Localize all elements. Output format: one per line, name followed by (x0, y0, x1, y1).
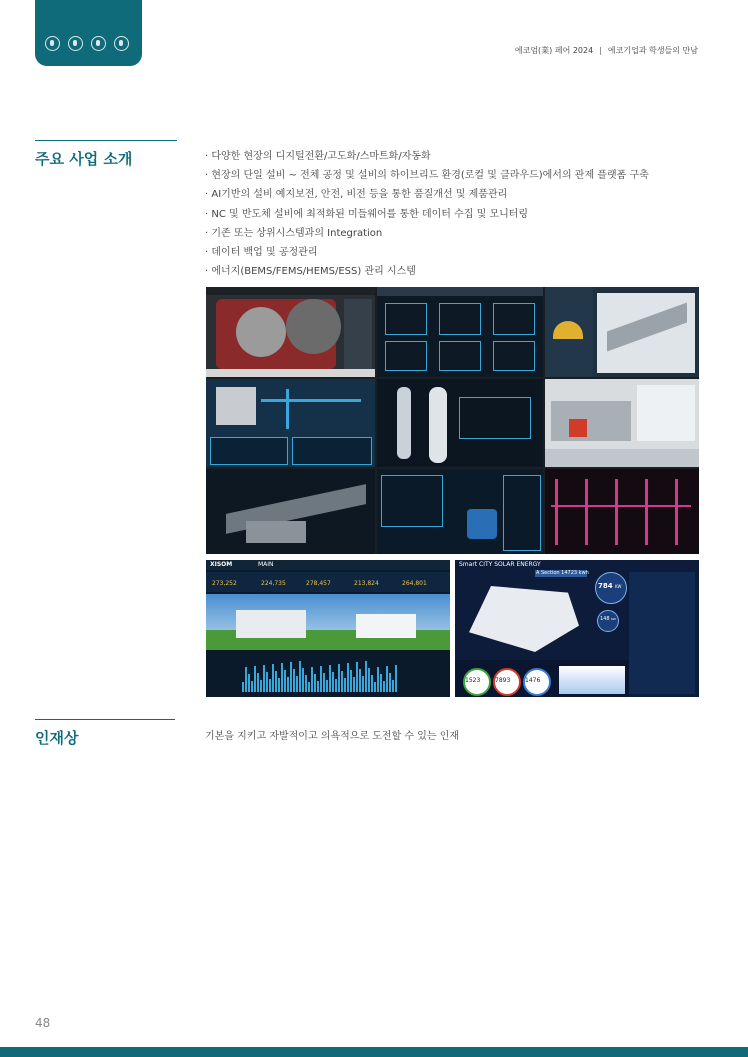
dashboard-bar (281, 663, 283, 692)
event-subtitle: 에코기업과 학생들의 만남 (607, 46, 698, 55)
dashboard-bar (395, 665, 397, 692)
dashboard-bar (380, 674, 382, 692)
leaf-hand-icon (68, 36, 83, 51)
dashboard-bar (311, 667, 313, 692)
dashboard-bar (275, 671, 277, 692)
dashboard-bar (344, 678, 346, 692)
business-item: · 에너지(BEMS/FEMS/HEMS/ESS) 관리 시스템 (205, 266, 416, 278)
dashboard-bar (290, 662, 292, 692)
page-number: 48 (35, 1016, 51, 1030)
solar-title: Smart CITY SOLAR ENERGY (459, 561, 541, 568)
dashboard-bar (242, 682, 244, 692)
business-list (205, 147, 715, 281)
dashboard-bar (284, 670, 286, 692)
screen-machine-3d (206, 287, 375, 377)
dashboard-bar (254, 666, 256, 692)
screen-power-diagram (545, 469, 699, 554)
dashboard-bar (341, 671, 343, 692)
dashboard-bar (353, 677, 355, 692)
dashboard-bar (308, 682, 310, 692)
dashboard-bar (329, 665, 331, 692)
dashboard-bar (383, 681, 385, 692)
dashboard-bar (323, 673, 325, 692)
dashboard-bar (356, 662, 358, 692)
dashboard-bar (263, 665, 265, 692)
business-item: · 현장의 단일 설비 ~ 전체 공정 및 설비의 하이브리드 환경(로컬 및 클라우드)에서의 관제 플랫폼 구축 (205, 170, 649, 182)
screen-xisom-dashboard (206, 560, 450, 697)
dashboard-bar (359, 669, 361, 692)
dashboard-bar (350, 670, 352, 692)
solar-counter: 7893 (495, 677, 511, 684)
dashboard-bar (302, 668, 304, 692)
dashboard-bar (326, 680, 328, 692)
solar-power-unit: KW (615, 584, 622, 589)
header-tab (35, 0, 142, 66)
dashboard-bar (335, 679, 337, 692)
running-header (515, 45, 698, 56)
solar-counter: 1476 (525, 677, 541, 684)
business-item: · 데이터 백업 및 공정관리 (205, 247, 318, 259)
dashboard-bar (362, 676, 364, 692)
dashboard-bar (260, 680, 262, 692)
dashboard-bar (368, 668, 370, 692)
dashboard-bar (287, 677, 289, 692)
xisom-value: 264,801 (402, 580, 427, 587)
xisom-bar-area (242, 660, 402, 692)
screen-line-3d (545, 287, 699, 377)
footer-bar (0, 1047, 748, 1057)
dashboard-bar (266, 672, 268, 692)
dashboard-bar (320, 666, 322, 692)
water-drop-icon (91, 36, 106, 51)
dashboard-bar (272, 664, 274, 692)
dashboard-bar (377, 667, 379, 692)
dashboard-bar (251, 681, 253, 692)
screen-conveyor (206, 469, 375, 554)
dashboard-bar (269, 679, 271, 692)
header-icon-row (45, 36, 129, 51)
dashboard-bar (293, 669, 295, 692)
screen-solar-energy (455, 560, 699, 697)
dashboard-bar (296, 676, 298, 692)
dashboard-bar (392, 680, 394, 692)
xisom-value: 213,824 (354, 580, 379, 587)
dashboard-bar (386, 666, 388, 692)
solar-small-unit: KW (611, 617, 616, 621)
dashboard-bar (374, 682, 376, 692)
screen-factory-overview (545, 379, 699, 467)
solar-power-value: 784 (598, 582, 613, 590)
event-name: 에코엄(業) 페어 2024 (514, 46, 594, 55)
business-item: · NC 및 반도체 설비에 최적화된 미들웨어를 통한 데이터 수집 및 모니터링 (205, 208, 529, 220)
header-separator: | (599, 46, 602, 55)
dashboard-bar (305, 675, 307, 692)
dashboard-bar (299, 661, 301, 692)
solar-small-value: 148 (600, 616, 610, 622)
section-title-talent: 인재상 (35, 729, 79, 747)
xisom-value: 278,457 (306, 580, 331, 587)
screen-pipe-system (206, 379, 375, 467)
dashboard-bar (338, 664, 340, 692)
section-title-business: 주요 사업 소개 (35, 150, 133, 168)
business-item: · AI기반의 설비 예지보전, 안전, 비전 등을 통한 품질개선 및 제품관리 (205, 189, 508, 201)
dashboard-bar (347, 663, 349, 692)
dashboard-bar (257, 673, 259, 692)
monitoring-screens-collage (206, 287, 699, 554)
section-rule-talent (35, 719, 175, 720)
talent-description: 기본을 지키고 자발적이고 의욕적으로 도전할 수 있는 인재 (205, 731, 460, 742)
solar-section: A Section 14723 kwh (536, 570, 589, 576)
section-rule-business (35, 140, 177, 141)
business-item: · 다양한 현장의 디지털전환/고도화/스마트화/자동화 (205, 151, 431, 162)
xisom-logo: XISOM (210, 561, 233, 568)
dashboard-bar (248, 674, 250, 692)
solar-counter: 1523 (465, 677, 481, 684)
xisom-value: 224,735 (261, 580, 286, 587)
chemistry-icon (45, 36, 60, 51)
dashboard-bar (314, 674, 316, 692)
dashboard-bar (389, 673, 391, 692)
screen-reactor (377, 379, 543, 467)
dashboard-bar (365, 661, 367, 692)
dashboard-bar (317, 681, 319, 692)
business-item: · 기존 또는 상위시스템과의 Integration (205, 227, 383, 239)
dashboard-bar (245, 667, 247, 692)
dashboard-bar (278, 678, 280, 692)
dashboard-bar (371, 675, 373, 692)
bee-icon (114, 36, 129, 51)
xisom-value: 273,252 (212, 580, 237, 587)
dashboard-bar (332, 672, 334, 692)
screen-process-flow (377, 287, 543, 377)
screen-scada-values (377, 469, 543, 554)
xisom-main-label: MAIN (258, 561, 274, 568)
